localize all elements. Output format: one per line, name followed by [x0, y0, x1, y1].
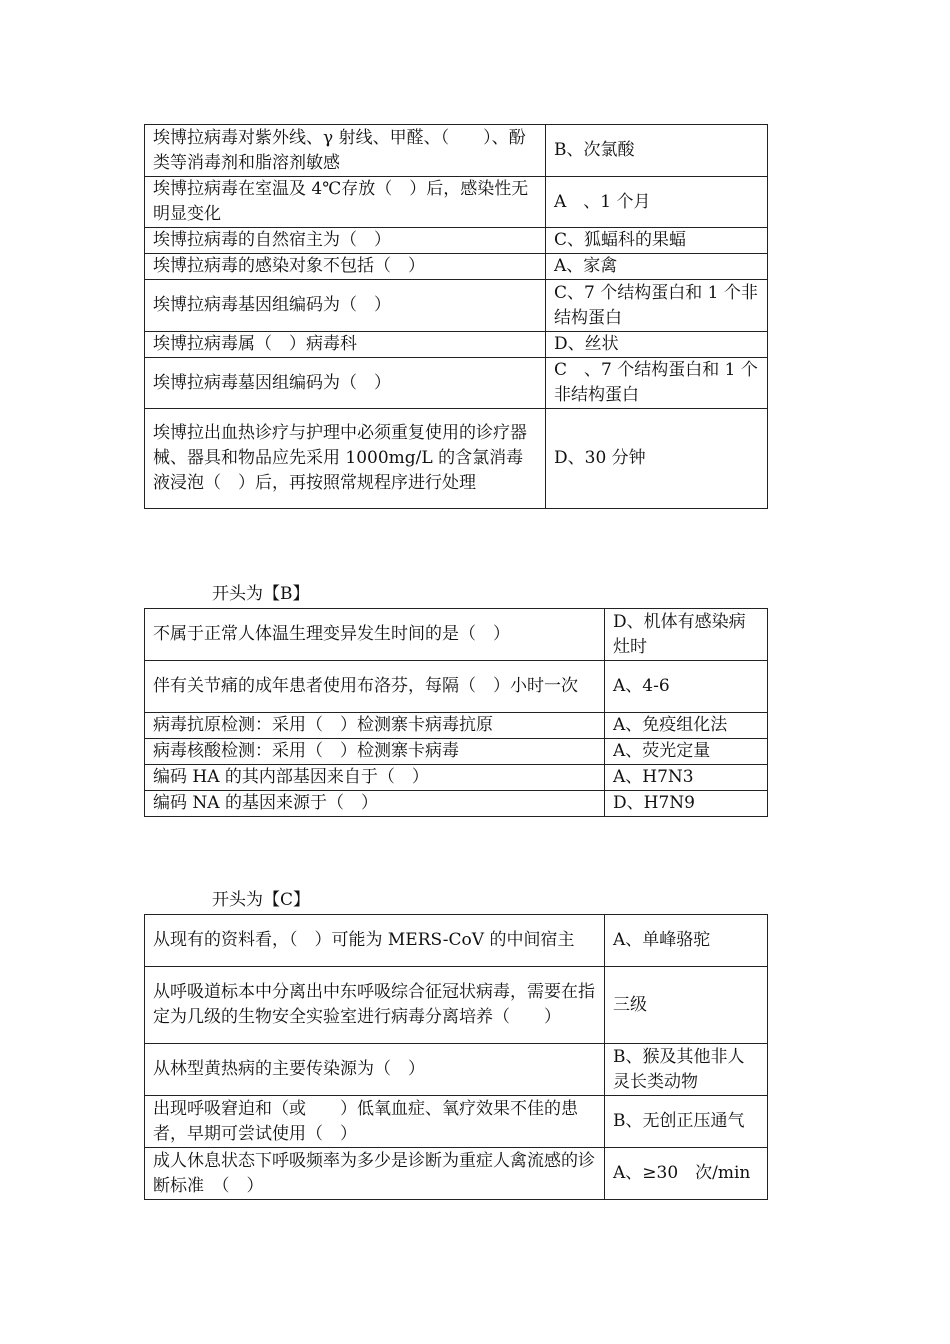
section-heading-c: 开头为【C】	[212, 890, 311, 910]
answer-cell: A、H7N3	[605, 765, 768, 791]
question-cell: 病毒核酸检测：采用（ ）检测寨卡病毒	[145, 739, 605, 765]
table-row	[145, 280, 768, 332]
question-cell: 埃博拉病毒的自然宿主为（ ）	[145, 228, 546, 254]
qa-table-c	[144, 914, 768, 1200]
answer-cell: B、猴及其他非人灵长类动物	[605, 1044, 768, 1096]
question-cell: 伴有关节痛的成年患者使用布洛芬，每隔（ ）小时一次	[145, 661, 605, 713]
table-row	[145, 409, 768, 509]
table-row	[145, 358, 768, 409]
table-row	[145, 1148, 768, 1200]
table-row	[145, 739, 768, 765]
question-cell: 从现有的资料看，（ ）可能为 MERS-CoV 的中间宿主	[145, 915, 605, 967]
question-cell: 编码 NA 的基因来源于（ ）	[145, 791, 605, 817]
answer-cell: D、机体有感染病灶时	[605, 609, 768, 661]
qa-table-a	[144, 124, 768, 509]
table-row	[145, 228, 768, 254]
answer-cell: C、狐蝠科的果蝠	[546, 228, 768, 254]
answer-cell: D、30 分钟	[546, 409, 768, 509]
table-row	[145, 125, 768, 177]
answer-cell: C、7 个结构蛋白和 1 个非结构蛋白	[546, 280, 768, 332]
answer-cell: A、家禽	[546, 254, 768, 280]
table-row	[145, 661, 768, 713]
qa-table-b	[144, 608, 768, 817]
table-row	[145, 967, 768, 1044]
table-row	[145, 254, 768, 280]
answer-cell: A、荧光定量	[605, 739, 768, 765]
question-cell: 埃博拉病毒的感染对象不包括（ ）	[145, 254, 546, 280]
table-row	[145, 915, 768, 967]
answer-cell: A、4-6	[605, 661, 768, 713]
answer-cell: B、次氯酸	[546, 125, 768, 177]
question-cell: 从呼吸道标本中分离出中东呼吸综合征冠状病毒，需要在指定为几级的生物安全实验室进行病毒分离培养（ ）	[145, 967, 605, 1044]
answer-cell: A、≥30 次/min	[605, 1148, 768, 1200]
table-row	[145, 177, 768, 228]
answer-cell: A、单峰骆驼	[605, 915, 768, 967]
answer-cell: 三级	[605, 967, 768, 1044]
question-cell: 成人休息状态下呼吸频率为多少是诊断为重症人禽流感的诊断标准 （ ）	[145, 1148, 605, 1200]
question-cell: 埃博拉病毒在室温及 4℃存放（ ）后，感染性无明显变化	[145, 177, 546, 228]
question-cell: 出现呼吸窘迫和（或 ）低氧血症、氧疗效果不佳的患者，早期可尝试使用（ ）	[145, 1096, 605, 1148]
question-cell: 不属于正常人体温生理变异发生时间的是（ ）	[145, 609, 605, 661]
question-cell: 病毒抗原检测：采用（ ）检测寨卡病毒抗原	[145, 713, 605, 739]
table-row	[145, 1096, 768, 1148]
table-row	[145, 765, 768, 791]
section-heading-b: 开头为【B】	[212, 584, 310, 604]
answer-cell: C 、7 个结构蛋白和 1 个非结构蛋白	[546, 358, 768, 409]
table-row	[145, 791, 768, 817]
answer-cell: A 、1 个月	[546, 177, 768, 228]
table-row	[145, 332, 768, 358]
answer-cell: B、无创正压通气	[605, 1096, 768, 1148]
question-cell: 埃博拉出血热诊疗与护理中必须重复使用的诊疗器械、器具和物品应先采用 1000mg/L 的含氯消毒液浸泡（ ）后，再按照常规程序进行处理	[145, 409, 546, 509]
answer-cell: D、丝状	[546, 332, 768, 358]
table-row	[145, 609, 768, 661]
table-row	[145, 1044, 768, 1096]
question-cell: 埃博拉病毒基因组编码为（ ）	[145, 280, 546, 332]
question-cell: 埃博拉病毒对紫外线、γ 射线、甲醛、（ ）、酚类等消毒剂和脂溶剂敏感	[145, 125, 546, 177]
question-cell: 埃博拉病毒墓因组编码为（ ）	[145, 358, 546, 409]
table-row	[145, 713, 768, 739]
question-cell: 从林型黄热病的主要传染源为（ ）	[145, 1044, 605, 1096]
question-cell: 埃博拉病毒属（ ）病毒科	[145, 332, 546, 358]
question-cell: 编码 HA 的其内部基因来自于（ ）	[145, 765, 605, 791]
answer-cell: A、免疫组化法	[605, 713, 768, 739]
answer-cell: D、H7N9	[605, 791, 768, 817]
